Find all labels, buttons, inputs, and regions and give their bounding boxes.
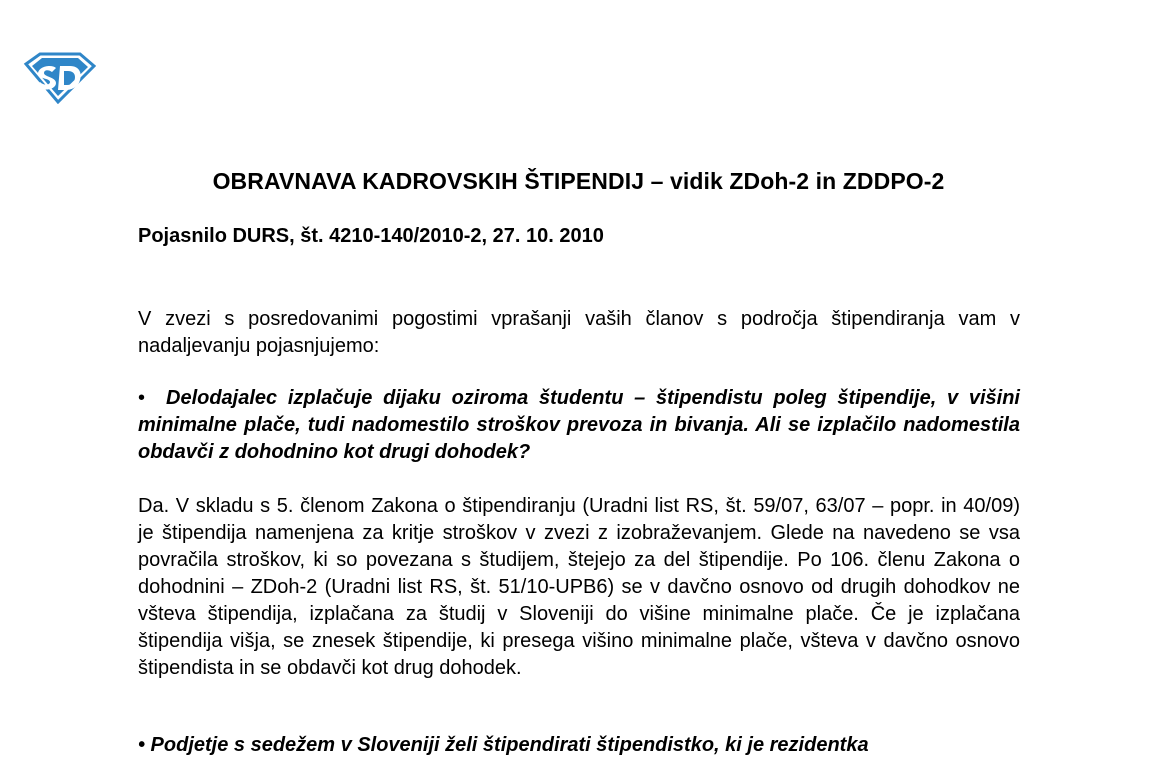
question-2-partial: • Podjetje s sedežem v Sloveniji želi štipendirati štipendistko, ki je rezidentka [138,734,869,756]
bullet-icon: • [138,387,146,409]
question-1 [138,385,1020,466]
answer-1-paragraph: Da. V skladu s 5. členom Zakona o štipendiranju (Uradni list RS, št. 59/07, 63/07 – popr. in 40/09) je štipendija namenjena za kritje stroškov v zvezi z izobraževanjem. Glede na navedeno se vsa povračila stroškov, ki so povezana s študijem, štejejo za del štipendije. Po 106. členu Zakona o dohodnini – ZDoh-2 (Uradni list RS, št. 51/10-UPB6) se v davčno osnovo od drugih dohodkov ne všteva štipendija, izplačana za študij v Sloveniji do višine minimalne plače. Če je izplačana štipendija višja, se znesek štipendije, ki presega višino minimalne plače, všteva v davčno osnovo štipendista in se obdavči kot drug dohodek. [138,495,1020,679]
shield-logo-icon [22,50,96,104]
document-title: OBRAVNAVA KADROVSKIH ŠTIPENDIJ – vidik ZDoh-2 in ZDDPO-2 [212,168,945,194]
intro-paragraph: V zvezi s posredovanimi pogostimi vprašanji vaših članov s področja štipendiranja vam v nadaljevanju pojasnjujemo: [138,308,1020,357]
document-subtitle: Pojasnilo DURS, št. 4210-140/2010-2, 27. 10. 2010 [138,225,604,247]
question-1-text: Delodajalec izplačuje dijaku oziroma študentu – štipendistu poleg štipendije, v višini minimalne plače, tudi nadomestilo stroškov prevoza in bivanja. Ali se izplačilo nadomestila obdavči z dohodnino kot drugi dohodek? [138,387,1020,463]
